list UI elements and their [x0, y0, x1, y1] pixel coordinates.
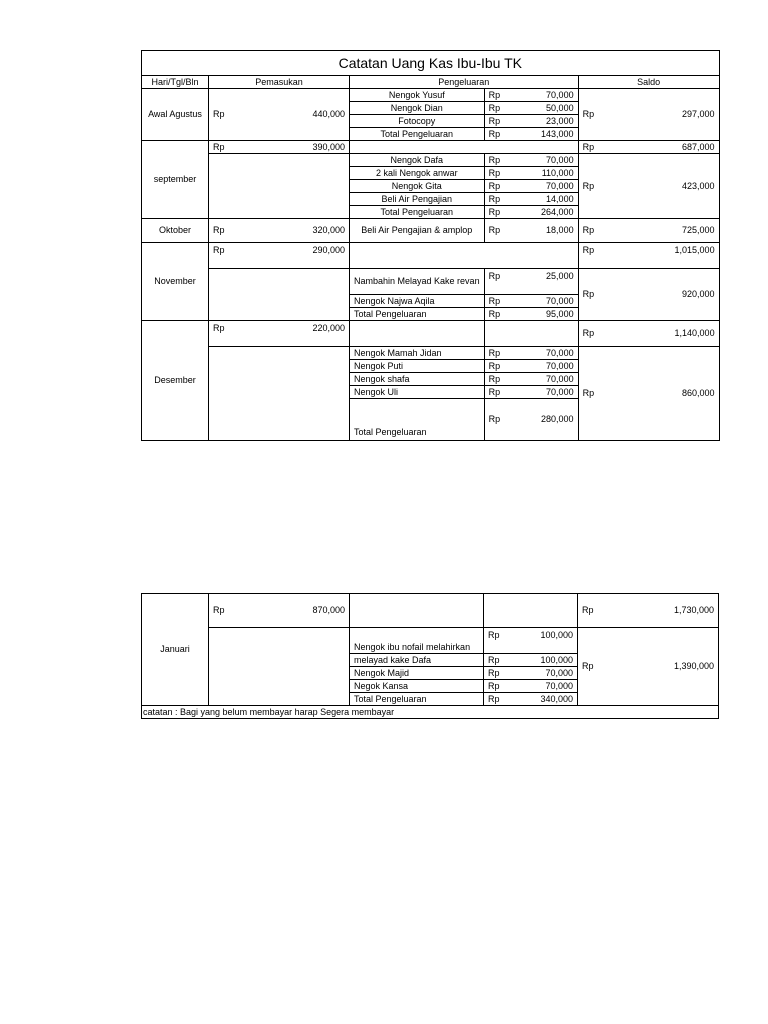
- expense-amount: Rp 70,000: [484, 89, 578, 102]
- month-september: september: [142, 141, 209, 219]
- month-november: November: [142, 243, 209, 321]
- expense-total: Total Pengeluaran: [350, 128, 485, 141]
- header-date: Hari/Tgl/Bln: [142, 76, 209, 89]
- balance-september: Rp 423,000: [578, 154, 719, 219]
- income-august: Rp 440,000: [209, 89, 350, 141]
- month-january: Januari: [142, 594, 209, 706]
- expense-total-amount: Rp 264,000: [484, 206, 578, 219]
- cash-ledger-table-january: [141, 593, 719, 719]
- expense-item: Fotocopy: [350, 115, 485, 128]
- expense-item: Nengok Dafa: [350, 154, 485, 167]
- balance-december-income: Rp 1,140,000: [578, 321, 719, 347]
- balance-september-income: Rp 687,000: [578, 141, 719, 154]
- expense-total: Total Pengeluaran: [350, 308, 485, 321]
- expense-item: Nengok Mamah Jidan: [350, 347, 485, 360]
- income-september: Rp 390,000: [209, 141, 350, 154]
- balance-august: Rp 297,000: [578, 89, 719, 141]
- expense-amount: Rp 70,000: [484, 667, 578, 680]
- header-balance: Saldo: [578, 76, 719, 89]
- expense-amount: Rp 70,000: [484, 180, 578, 193]
- expense-item: Negok Kansa: [350, 680, 484, 693]
- header-income: Pemasukan: [209, 76, 350, 89]
- expense-amount: Rp 70,000: [484, 295, 578, 308]
- expense-amount: Rp 50,000: [484, 102, 578, 115]
- income-december: Rp 220,000: [209, 321, 350, 347]
- balance-november: Rp 920,000: [578, 269, 719, 321]
- balance-january-income: Rp 1,730,000: [578, 594, 719, 628]
- expense-amount: Rp 70,000: [484, 154, 578, 167]
- expense-item: Nambahin Melayad Kake revan: [350, 269, 485, 295]
- expense-amount: Rp 70,000: [484, 347, 578, 360]
- month-december: Desember: [142, 321, 209, 441]
- expense-item: Nengok shafa: [350, 373, 485, 386]
- expense-item: Nengok Puti: [350, 360, 485, 373]
- expense-item: Nengok Dian: [350, 102, 485, 115]
- expense-item: Nengok Najwa Aqila: [350, 295, 485, 308]
- income-january: Rp 870,000: [209, 594, 350, 628]
- month-october: Oktober: [142, 219, 209, 243]
- expense-item: Nengok Gita: [350, 180, 485, 193]
- expense-amount: Rp 70,000: [484, 386, 578, 399]
- payment-note: catatan : Bagi yang belum membayar harap Segera membayar: [142, 706, 719, 719]
- expense-item: Nengok Yusuf: [350, 89, 485, 102]
- expense-item: Beli Air Pengajian & amplop: [350, 219, 485, 243]
- expense-item: Nengok Majid: [350, 667, 484, 680]
- expense-total: Total Pengeluaran: [350, 206, 485, 219]
- month-august: Awal Agustus: [142, 89, 209, 141]
- expense-total: Total Pengeluaran: [350, 399, 485, 441]
- expense-total-amount: Rp 143,000: [484, 128, 578, 141]
- header-expense: Pengeluaran: [350, 76, 579, 89]
- expense-total-amount: Rp 280,000: [484, 399, 578, 441]
- cash-ledger-table: [141, 50, 720, 441]
- expense-amount: Rp 100,000: [484, 654, 578, 667]
- income-october: Rp 320,000: [209, 219, 350, 243]
- expense-total-amount: Rp 95,000: [484, 308, 578, 321]
- expense-item: Nengok ibu nofail melahirkan: [350, 628, 484, 654]
- balance-january: Rp 1,390,000: [578, 628, 719, 706]
- balance-november-income: Rp 1,015,000: [578, 243, 719, 269]
- ledger-title: Catatan Uang Kas Ibu-Ibu TK: [142, 51, 720, 76]
- expense-total: Total Pengeluaran: [350, 693, 484, 706]
- expense-amount: Rp 100,000: [484, 628, 578, 654]
- balance-december: Rp 860,000: [578, 347, 719, 441]
- expense-total-amount: Rp 340,000: [484, 693, 578, 706]
- expense-amount: Rp 70,000: [484, 373, 578, 386]
- expense-amount: Rp 25,000: [484, 269, 578, 295]
- expense-amount: Rp 70,000: [484, 360, 578, 373]
- expense-amount: Rp 18,000: [484, 219, 578, 243]
- expense-amount: Rp 110,000: [484, 167, 578, 180]
- expense-amount: Rp 70,000: [484, 680, 578, 693]
- balance-october: Rp 725,000: [578, 219, 719, 243]
- expense-item: 2 kali Nengok anwar: [350, 167, 485, 180]
- income-november: Rp 290,000: [209, 243, 350, 269]
- expense-item: melayad kake Dafa: [350, 654, 484, 667]
- expense-amount: Rp 14,000: [484, 193, 578, 206]
- expense-item: Beli Air Pengajian: [350, 193, 485, 206]
- expense-amount: Rp 23,000: [484, 115, 578, 128]
- expense-item: Nengok Uli: [350, 386, 485, 399]
